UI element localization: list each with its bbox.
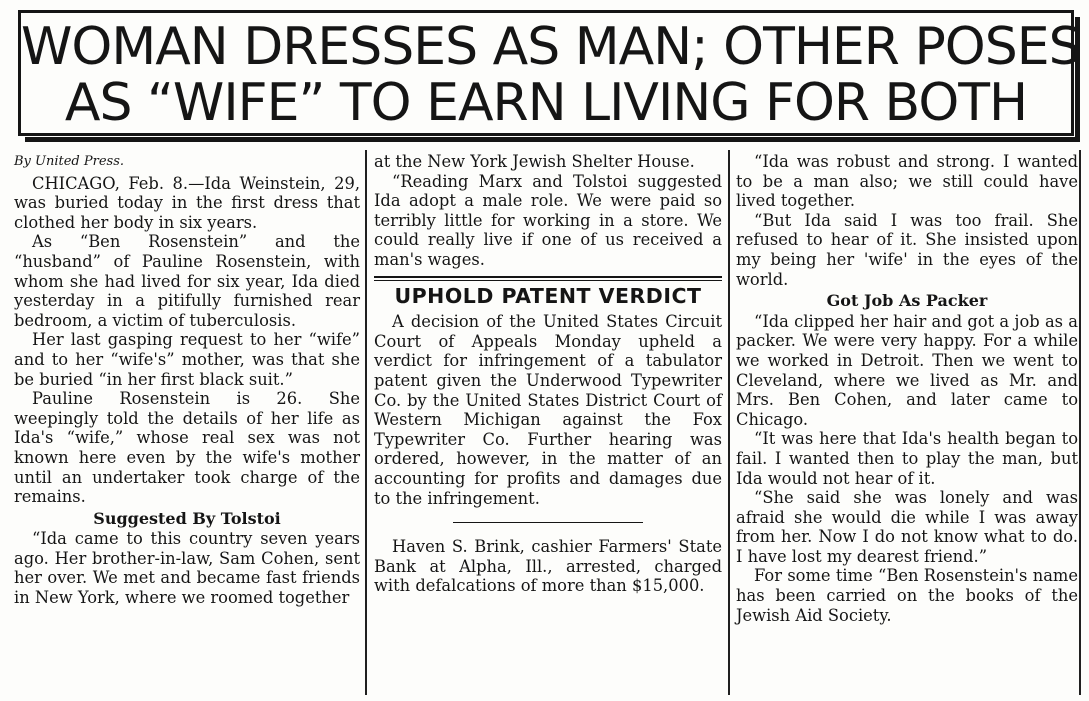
article-paragraph: “She said she was lonely and was afraid she would die while I was away from her. Now I do not know what to do. I have lost my dearest friend.” [736,488,1078,566]
patent-body: A decision of the United States Circuit Court of Appeals Monday upheld a verdict for infringement of a tabulator patent given the Underwood Typewriter Co. by the United States District Court of Western Michigan against the Fox Typewriter Co. Further hearing was ordered, however, in the matter of an accounting for profits and damages due to the infringement. [374,312,722,508]
column-rule-3 [1079,150,1081,695]
short-divider [453,522,643,523]
section-divider [374,276,722,281]
article-paragraph: “Reading Marx and Tolstoi suggested Ida adopt a male role. We were paid so terribly little for working in a store. We could really live if one of us received a man's wages. [374,171,722,269]
article-continuation: at the New York Jewish Shelter House. [374,152,695,171]
brief-body: Haven S. Brink, cashier Farmers' State Bank at Alpha, Ill., arrested, charged with defalcations of more than $15,000. [374,537,722,596]
subhead-suggested-by-tolstoi: Suggested By Tolstoi [93,508,281,528]
article-paragraph: “It was here that Ida's health began to fail. I wanted then to play the man, but Ida would not hear of it. [736,429,1078,488]
column-rule-2 [728,150,730,695]
patent-headline: UPHOLD PATENT VERDICT [394,283,702,308]
column-1 [14,152,360,697]
article-paragraph: Pauline Rosenstein is 26. She weepingly told the details of her life as Ida's “wife,” whose real sex was not known here even by the wife's mother until an undertaker took charge of the remains. [14,389,360,507]
article-paragraph: “But Ida said I was too frail. She refused to hear of it. She insisted upon my being her 'wife' in the eyes of the world. [736,210,1078,289]
headline-box [18,10,1081,136]
column-3 [736,152,1078,697]
subhead-got-job-as-packer: Got Job As Packer [826,291,988,311]
column-rule-1 [365,150,367,695]
byline: By United Press. [14,154,125,169]
headline-line-2: AS “WIFE” TO EARN LIVING FOR BOTH [64,73,1028,133]
article-paragraph: “Ida clipped her hair and got a job as a packer. We were very happy. For a while we worked in Detroit. Then we went to Cleveland, where we lived as Mr. and Mrs. Ben Cohen, and later came to Chicago. [736,311,1078,429]
headline-line-1: WOMAN DRESSES AS MAN; OTHER POSES [21,17,1081,77]
article-paragraph: “Ida was robust and strong. I wanted to be a man also; we still could have lived together. [736,152,1078,211]
column-2 [374,152,722,697]
article-paragraph: For some time “Ben Rosenstein's name has been carried on the books of the Jewish Aid Society. [736,566,1078,625]
article-paragraph: As “Ben Rosenstein” and the “husband” of Pauline Rosenstein, with whom she had lived for six year, Ida died yesterday in a pitifully furnished rear bedroom, a victim of tuberculosis. [14,232,360,330]
article-paragraph: Her last gasping request to her “wife” and to her “wife's” mother, was that she be buried “in her first black suit.” [14,330,360,389]
article-paragraph: “Ida came to this country seven years ago. Her brother-in-law, Sam Cohen, sent her over. We met and became fast friends in New York, where we roomed together [14,529,360,608]
article-paragraph: CHICAGO, Feb. 8.—Ida Weinstein, 29, was buried today in the first dress that clothed her body in six years. [14,173,360,232]
